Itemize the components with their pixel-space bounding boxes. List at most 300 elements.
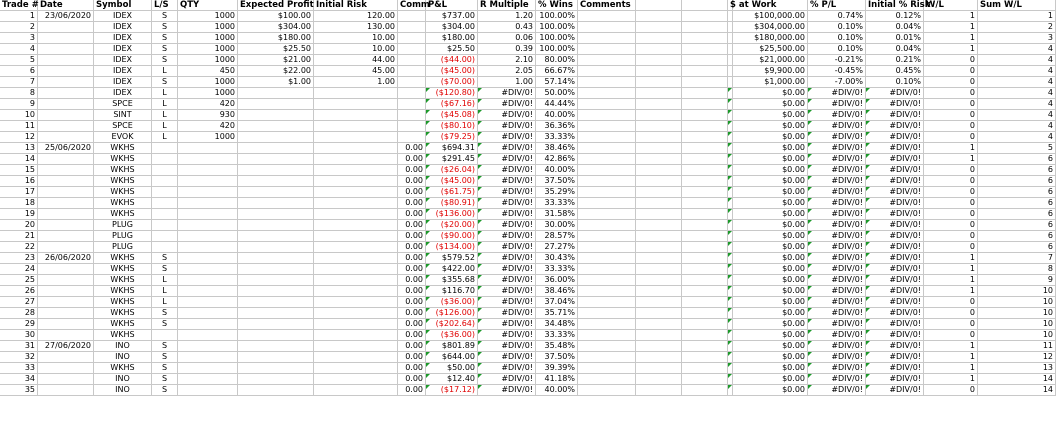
cell-ls[interactable]: S (152, 11, 178, 22)
cell-sum-wl[interactable]: 8 (978, 264, 1056, 275)
cell-qty[interactable] (178, 165, 238, 176)
header-cell-wl[interactable]: W/L (924, 0, 978, 11)
cell-sum-wl[interactable]: 14 (978, 374, 1056, 385)
cell-qty[interactable] (178, 143, 238, 154)
cell-pnl[interactable]: ($70.00) (426, 77, 478, 88)
cell-ls[interactable] (152, 220, 178, 231)
cell-initial-pct-risk[interactable]: #DIV/0! (866, 88, 924, 99)
cell-r-multiple[interactable]: #DIV/0! (478, 363, 536, 374)
cell-expected-profit[interactable] (238, 209, 314, 220)
cell-sum-wl[interactable]: 14 (978, 385, 1056, 396)
cell-comm[interactable]: 0.00 (398, 154, 426, 165)
cell-trade[interactable]: 8 (0, 88, 38, 99)
cell-initial-risk[interactable] (314, 330, 398, 341)
cell-initial-risk[interactable] (314, 154, 398, 165)
cell-initial-pct-risk[interactable]: #DIV/0! (866, 363, 924, 374)
cell-initial-pct-risk[interactable]: #DIV/0! (866, 275, 924, 286)
cell-initial-pct-risk[interactable]: #DIV/0! (866, 165, 924, 176)
cell-dollar-at-work[interactable]: $1,000.00 (728, 77, 808, 88)
cell-pnl[interactable]: ($126.00) (426, 308, 478, 319)
cell-sum-wl[interactable]: 6 (978, 165, 1056, 176)
cell-symbol[interactable]: INO (94, 374, 152, 385)
cell-initial-risk[interactable] (314, 297, 398, 308)
cell-date[interactable]: 25/06/2020 (38, 143, 94, 154)
cell-pct-pnl[interactable]: #DIV/0! (808, 275, 866, 286)
cell-comm[interactable]: 0.00 (398, 242, 426, 253)
cell-wins[interactable]: 35.29% (536, 187, 578, 198)
cell-pct-pnl[interactable]: 0.10% (808, 33, 866, 44)
cell-qty[interactable]: 930 (178, 110, 238, 121)
cell-dollar-at-work[interactable]: $0.00 (728, 121, 808, 132)
cell-pnl[interactable]: $116.70 (426, 286, 478, 297)
cell-trade[interactable]: 11 (0, 121, 38, 132)
cell-dollar-at-work[interactable]: $0.00 (728, 143, 808, 154)
cell-date[interactable] (38, 385, 94, 396)
cell-comments[interactable] (578, 176, 636, 187)
cell-comments[interactable] (578, 374, 636, 385)
cell-trade[interactable]: 25 (0, 275, 38, 286)
cell-comments[interactable] (578, 319, 636, 330)
cell-trade[interactable]: 3 (0, 33, 38, 44)
cell-symbol[interactable]: IDEX (94, 33, 152, 44)
cell-blank-1[interactable] (636, 22, 682, 33)
header-cell-expected-profit[interactable]: Expected Profit (240, 0, 314, 10)
cell-qty[interactable]: 420 (178, 121, 238, 132)
cell-blank-1[interactable] (636, 110, 682, 121)
cell-symbol[interactable]: IDEX (94, 11, 152, 22)
cell-initial-pct-risk[interactable]: 0.04% (866, 44, 924, 55)
cell-sum-wl[interactable]: 4 (978, 132, 1056, 143)
cell-qty[interactable] (178, 209, 238, 220)
cell-comments[interactable] (578, 44, 636, 55)
cell-expected-profit[interactable] (238, 198, 314, 209)
cell-initial-pct-risk[interactable]: #DIV/0! (866, 121, 924, 132)
cell-date[interactable] (38, 242, 94, 253)
cell-blank-2[interactable] (682, 77, 728, 88)
cell-pct-pnl[interactable]: #DIV/0! (808, 187, 866, 198)
cell-trade[interactable]: 6 (0, 66, 38, 77)
cell-date[interactable] (38, 319, 94, 330)
header-cell-symbol[interactable]: Symbol (94, 0, 152, 11)
cell-trade[interactable]: 23 (0, 253, 38, 264)
cell-trade[interactable]: 5 (0, 55, 38, 66)
cell-expected-profit[interactable] (238, 385, 314, 396)
cell-qty[interactable] (178, 286, 238, 297)
cell-initial-pct-risk[interactable]: #DIV/0! (866, 176, 924, 187)
cell-expected-profit[interactable] (238, 154, 314, 165)
cell-dollar-at-work[interactable]: $0.00 (728, 352, 808, 363)
cell-date[interactable] (38, 275, 94, 286)
cell-sum-wl[interactable]: 3 (978, 33, 1056, 44)
cell-wl[interactable]: 1 (924, 341, 978, 352)
cell-date[interactable] (38, 308, 94, 319)
cell-trade[interactable]: 29 (0, 319, 38, 330)
cell-pct-pnl[interactable]: #DIV/0! (808, 88, 866, 99)
cell-comments[interactable] (578, 22, 636, 33)
cell-qty[interactable] (178, 308, 238, 319)
cell-pct-pnl[interactable]: #DIV/0! (808, 121, 866, 132)
cell-blank-1[interactable] (636, 275, 682, 286)
cell-initial-risk[interactable] (314, 253, 398, 264)
cell-blank-2[interactable] (682, 99, 728, 110)
cell-ls[interactable]: S (152, 352, 178, 363)
cell-dollar-at-work[interactable]: $0.00 (728, 110, 808, 121)
cell-initial-risk[interactable] (314, 319, 398, 330)
cell-pnl[interactable]: ($36.00) (426, 297, 478, 308)
cell-qty[interactable] (178, 264, 238, 275)
cell-pnl[interactable]: ($45.00) (426, 176, 478, 187)
cell-pnl[interactable]: $180.00 (426, 33, 478, 44)
cell-dollar-at-work[interactable]: $0.00 (728, 132, 808, 143)
cell-dollar-at-work[interactable]: $0.00 (728, 275, 808, 286)
cell-wl[interactable]: 0 (924, 99, 978, 110)
cell-wins[interactable]: 36.36% (536, 121, 578, 132)
cell-wins[interactable]: 28.57% (536, 231, 578, 242)
cell-comments[interactable] (578, 242, 636, 253)
cell-expected-profit[interactable] (238, 110, 314, 121)
cell-sum-wl[interactable]: 4 (978, 88, 1056, 99)
cell-wl[interactable]: 0 (924, 110, 978, 121)
cell-blank-1[interactable] (636, 176, 682, 187)
cell-comments[interactable] (578, 275, 636, 286)
cell-qty[interactable] (178, 341, 238, 352)
cell-wl[interactable]: 1 (924, 275, 978, 286)
cell-r-multiple[interactable]: 0.39 (478, 44, 536, 55)
cell-qty[interactable]: 1000 (178, 33, 238, 44)
cell-blank-2[interactable] (682, 209, 728, 220)
cell-sum-wl[interactable]: 6 (978, 176, 1056, 187)
cell-wins[interactable]: 33.33% (536, 198, 578, 209)
cell-expected-profit[interactable] (238, 99, 314, 110)
cell-ls[interactable] (152, 143, 178, 154)
cell-comments[interactable] (578, 77, 636, 88)
cell-comments[interactable] (578, 143, 636, 154)
cell-comm[interactable] (398, 66, 426, 77)
cell-pct-pnl[interactable]: #DIV/0! (808, 143, 866, 154)
cell-pct-pnl[interactable]: #DIV/0! (808, 330, 866, 341)
cell-symbol[interactable]: WKHS (94, 165, 152, 176)
cell-blank-1[interactable] (636, 44, 682, 55)
header-cell-comments[interactable]: Comments (578, 0, 636, 11)
cell-blank-2[interactable] (682, 110, 728, 121)
cell-pct-pnl[interactable]: #DIV/0! (808, 198, 866, 209)
cell-expected-profit[interactable]: $25.50 (238, 44, 314, 55)
cell-initial-risk[interactable] (314, 220, 398, 231)
cell-comments[interactable] (578, 297, 636, 308)
cell-initial-pct-risk[interactable]: #DIV/0! (866, 330, 924, 341)
cell-initial-risk[interactable]: 44.00 (314, 55, 398, 66)
cell-blank-1[interactable] (636, 231, 682, 242)
cell-dollar-at-work[interactable]: $0.00 (728, 198, 808, 209)
cell-trade[interactable]: 12 (0, 132, 38, 143)
cell-r-multiple[interactable]: #DIV/0! (478, 132, 536, 143)
cell-dollar-at-work[interactable]: $0.00 (728, 220, 808, 231)
cell-sum-wl[interactable]: 4 (978, 77, 1056, 88)
cell-dollar-at-work[interactable]: $21,000.00 (728, 55, 808, 66)
cell-expected-profit[interactable] (238, 253, 314, 264)
cell-symbol[interactable]: SPCE (94, 121, 152, 132)
cell-wins[interactable]: 38.46% (536, 143, 578, 154)
cell-symbol[interactable]: INO (94, 385, 152, 396)
cell-expected-profit[interactable] (238, 264, 314, 275)
cell-date[interactable] (38, 165, 94, 176)
cell-blank-1[interactable] (636, 352, 682, 363)
cell-pnl[interactable]: ($134.00) (426, 242, 478, 253)
cell-trade[interactable]: 31 (0, 341, 38, 352)
cell-symbol[interactable]: WKHS (94, 187, 152, 198)
cell-comments[interactable] (578, 55, 636, 66)
cell-symbol[interactable]: SPCE (94, 99, 152, 110)
cell-comm[interactable]: 0.00 (398, 187, 426, 198)
header-cell-blank-2[interactable] (682, 0, 728, 11)
cell-sum-wl[interactable]: 6 (978, 154, 1056, 165)
cell-initial-risk[interactable] (314, 176, 398, 187)
cell-comments[interactable] (578, 154, 636, 165)
cell-trade[interactable]: 1 (0, 11, 38, 22)
cell-symbol[interactable]: IDEX (94, 44, 152, 55)
cell-trade[interactable]: 28 (0, 308, 38, 319)
cell-pct-pnl[interactable]: #DIV/0! (808, 176, 866, 187)
cell-trade[interactable]: 27 (0, 297, 38, 308)
cell-expected-profit[interactable] (238, 88, 314, 99)
cell-initial-risk[interactable] (314, 121, 398, 132)
header-cell-trade[interactable]: Trade # (2, 0, 39, 10)
cell-ls[interactable] (152, 198, 178, 209)
cell-symbol[interactable]: WKHS (94, 264, 152, 275)
cell-date[interactable] (38, 231, 94, 242)
cell-initial-risk[interactable]: 45.00 (314, 66, 398, 77)
cell-initial-risk[interactable] (314, 308, 398, 319)
cell-comments[interactable] (578, 363, 636, 374)
cell-expected-profit[interactable] (238, 121, 314, 132)
cell-comments[interactable] (578, 165, 636, 176)
cell-comments[interactable] (578, 308, 636, 319)
cell-sum-wl[interactable]: 9 (978, 275, 1056, 286)
cell-qty[interactable]: 1000 (178, 22, 238, 33)
header-cell-comm[interactable]: Comm (400, 0, 430, 10)
cell-pnl[interactable]: ($26.04) (426, 165, 478, 176)
cell-wl[interactable]: 1 (924, 264, 978, 275)
cell-sum-wl[interactable]: 2 (978, 22, 1056, 33)
cell-r-multiple[interactable]: #DIV/0! (478, 297, 536, 308)
cell-pnl[interactable]: ($120.80) (426, 88, 478, 99)
cell-pnl[interactable]: $737.00 (426, 11, 478, 22)
cell-ls[interactable]: S (152, 385, 178, 396)
cell-dollar-at-work[interactable]: $180,000.00 (728, 33, 808, 44)
cell-wl[interactable]: 0 (924, 385, 978, 396)
cell-pnl[interactable]: ($80.91) (426, 198, 478, 209)
cell-date[interactable] (38, 77, 94, 88)
cell-dollar-at-work[interactable]: $0.00 (728, 165, 808, 176)
cell-expected-profit[interactable]: $1.00 (238, 77, 314, 88)
cell-initial-risk[interactable] (314, 99, 398, 110)
cell-dollar-at-work[interactable]: $0.00 (728, 297, 808, 308)
cell-r-multiple[interactable]: #DIV/0! (478, 330, 536, 341)
cell-symbol[interactable]: WKHS (94, 297, 152, 308)
cell-comments[interactable] (578, 66, 636, 77)
cell-wl[interactable]: 1 (924, 374, 978, 385)
cell-wl[interactable]: 0 (924, 209, 978, 220)
cell-trade[interactable]: 9 (0, 99, 38, 110)
cell-dollar-at-work[interactable]: $0.00 (728, 319, 808, 330)
cell-blank-2[interactable] (682, 33, 728, 44)
cell-date[interactable]: 23/06/2020 (38, 11, 94, 22)
cell-symbol[interactable]: WKHS (94, 253, 152, 264)
cell-sum-wl[interactable]: 12 (978, 352, 1056, 363)
cell-comments[interactable] (578, 352, 636, 363)
cell-qty[interactable] (178, 242, 238, 253)
cell-blank-1[interactable] (636, 253, 682, 264)
cell-comments[interactable] (578, 264, 636, 275)
cell-symbol[interactable]: INO (94, 352, 152, 363)
cell-trade[interactable]: 26 (0, 286, 38, 297)
cell-r-multiple[interactable]: #DIV/0! (478, 264, 536, 275)
cell-blank-1[interactable] (636, 264, 682, 275)
cell-ls[interactable]: S (152, 55, 178, 66)
cell-expected-profit[interactable] (238, 286, 314, 297)
cell-trade[interactable]: 22 (0, 242, 38, 253)
cell-comm[interactable]: 0.00 (398, 286, 426, 297)
cell-blank-1[interactable] (636, 286, 682, 297)
cell-qty[interactable] (178, 253, 238, 264)
cell-pct-pnl[interactable]: #DIV/0! (808, 110, 866, 121)
cell-r-multiple[interactable]: 2.10 (478, 55, 536, 66)
cell-blank-2[interactable] (682, 253, 728, 264)
cell-wl[interactable]: 0 (924, 165, 978, 176)
cell-blank-2[interactable] (682, 44, 728, 55)
cell-blank-1[interactable] (636, 88, 682, 99)
cell-pct-pnl[interactable]: 0.74% (808, 11, 866, 22)
cell-wl[interactable]: 1 (924, 286, 978, 297)
cell-comm[interactable]: 0.00 (398, 374, 426, 385)
cell-comm[interactable] (398, 33, 426, 44)
cell-r-multiple[interactable]: #DIV/0! (478, 286, 536, 297)
cell-wins[interactable]: 33.33% (536, 132, 578, 143)
cell-blank-2[interactable] (682, 66, 728, 77)
cell-expected-profit[interactable] (238, 176, 314, 187)
cell-blank-2[interactable] (682, 341, 728, 352)
cell-ls[interactable] (152, 154, 178, 165)
cell-date[interactable] (38, 352, 94, 363)
cell-pnl[interactable]: ($45.08) (426, 110, 478, 121)
cell-wins[interactable]: 35.71% (536, 308, 578, 319)
cell-blank-1[interactable] (636, 66, 682, 77)
cell-trade[interactable]: 21 (0, 231, 38, 242)
cell-comm[interactable]: 0.00 (398, 319, 426, 330)
cell-wl[interactable]: 0 (924, 231, 978, 242)
cell-qty[interactable]: 420 (178, 99, 238, 110)
cell-dollar-at-work[interactable]: $0.00 (728, 308, 808, 319)
cell-symbol[interactable]: WKHS (94, 330, 152, 341)
header-cell-blank-1[interactable] (636, 0, 682, 11)
cell-pnl[interactable]: $304.00 (426, 22, 478, 33)
cell-date[interactable] (38, 374, 94, 385)
cell-symbol[interactable]: IDEX (94, 22, 152, 33)
cell-expected-profit[interactable] (238, 352, 314, 363)
cell-pnl[interactable]: $694.31 (426, 143, 478, 154)
cell-trade[interactable]: 2 (0, 22, 38, 33)
cell-initial-pct-risk[interactable]: 0.12% (866, 11, 924, 22)
cell-r-multiple[interactable]: #DIV/0! (478, 341, 536, 352)
cell-sum-wl[interactable]: 7 (978, 253, 1056, 264)
cell-blank-1[interactable] (636, 209, 682, 220)
cell-initial-risk[interactable] (314, 88, 398, 99)
cell-dollar-at-work[interactable]: $25,500.00 (728, 44, 808, 55)
cell-r-multiple[interactable]: #DIV/0! (478, 198, 536, 209)
cell-initial-pct-risk[interactable]: #DIV/0! (866, 319, 924, 330)
cell-wl[interactable]: 0 (924, 330, 978, 341)
cell-comments[interactable] (578, 132, 636, 143)
cell-wl[interactable]: 0 (924, 66, 978, 77)
cell-wl[interactable]: 0 (924, 187, 978, 198)
cell-trade[interactable]: 35 (0, 385, 38, 396)
cell-wins[interactable]: 40.00% (536, 385, 578, 396)
cell-initial-pct-risk[interactable]: #DIV/0! (866, 308, 924, 319)
cell-dollar-at-work[interactable]: $0.00 (728, 264, 808, 275)
cell-date[interactable] (38, 44, 94, 55)
cell-sum-wl[interactable]: 10 (978, 297, 1056, 308)
cell-trade[interactable]: 33 (0, 363, 38, 374)
cell-pct-pnl[interactable]: -0.21% (808, 55, 866, 66)
cell-qty[interactable] (178, 187, 238, 198)
cell-blank-1[interactable] (636, 319, 682, 330)
cell-initial-risk[interactable] (314, 198, 398, 209)
cell-expected-profit[interactable]: $21.00 (238, 55, 314, 66)
cell-symbol[interactable]: SINT (94, 110, 152, 121)
cell-trade[interactable]: 34 (0, 374, 38, 385)
cell-ls[interactable]: L (152, 297, 178, 308)
cell-qty[interactable] (178, 297, 238, 308)
cell-dollar-at-work[interactable]: $0.00 (728, 330, 808, 341)
cell-blank-2[interactable] (682, 363, 728, 374)
cell-date[interactable] (38, 330, 94, 341)
cell-dollar-at-work[interactable]: $9,900.00 (728, 66, 808, 77)
cell-pnl[interactable]: ($202.64) (426, 319, 478, 330)
cell-r-multiple[interactable]: #DIV/0! (478, 110, 536, 121)
cell-r-multiple[interactable]: #DIV/0! (478, 275, 536, 286)
cell-pnl[interactable]: $355.68 (426, 275, 478, 286)
cell-blank-1[interactable] (636, 55, 682, 66)
cell-wl[interactable]: 0 (924, 220, 978, 231)
cell-pct-pnl[interactable]: #DIV/0! (808, 341, 866, 352)
cell-initial-pct-risk[interactable]: #DIV/0! (866, 242, 924, 253)
cell-symbol[interactable]: WKHS (94, 143, 152, 154)
cell-initial-pct-risk[interactable]: #DIV/0! (866, 154, 924, 165)
header-cell-ls[interactable]: L/S (152, 0, 178, 11)
cell-blank-2[interactable] (682, 330, 728, 341)
cell-ls[interactable]: S (152, 264, 178, 275)
cell-initial-risk[interactable] (314, 385, 398, 396)
cell-wl[interactable]: 1 (924, 44, 978, 55)
cell-trade[interactable]: 24 (0, 264, 38, 275)
cell-qty[interactable] (178, 275, 238, 286)
cell-symbol[interactable]: IDEX (94, 88, 152, 99)
cell-r-multiple[interactable]: #DIV/0! (478, 176, 536, 187)
cell-dollar-at-work[interactable]: $0.00 (728, 374, 808, 385)
cell-comm[interactable] (398, 55, 426, 66)
cell-comm[interactable]: 0.00 (398, 341, 426, 352)
cell-wins[interactable]: 100.00% (536, 33, 578, 44)
cell-wins[interactable]: 50.00% (536, 88, 578, 99)
cell-blank-2[interactable] (682, 55, 728, 66)
cell-r-multiple[interactable]: 0.43 (478, 22, 536, 33)
cell-blank-2[interactable] (682, 198, 728, 209)
cell-sum-wl[interactable]: 10 (978, 330, 1056, 341)
cell-initial-risk[interactable] (314, 286, 398, 297)
cell-expected-profit[interactable] (238, 143, 314, 154)
cell-initial-risk[interactable] (314, 187, 398, 198)
cell-comments[interactable] (578, 341, 636, 352)
